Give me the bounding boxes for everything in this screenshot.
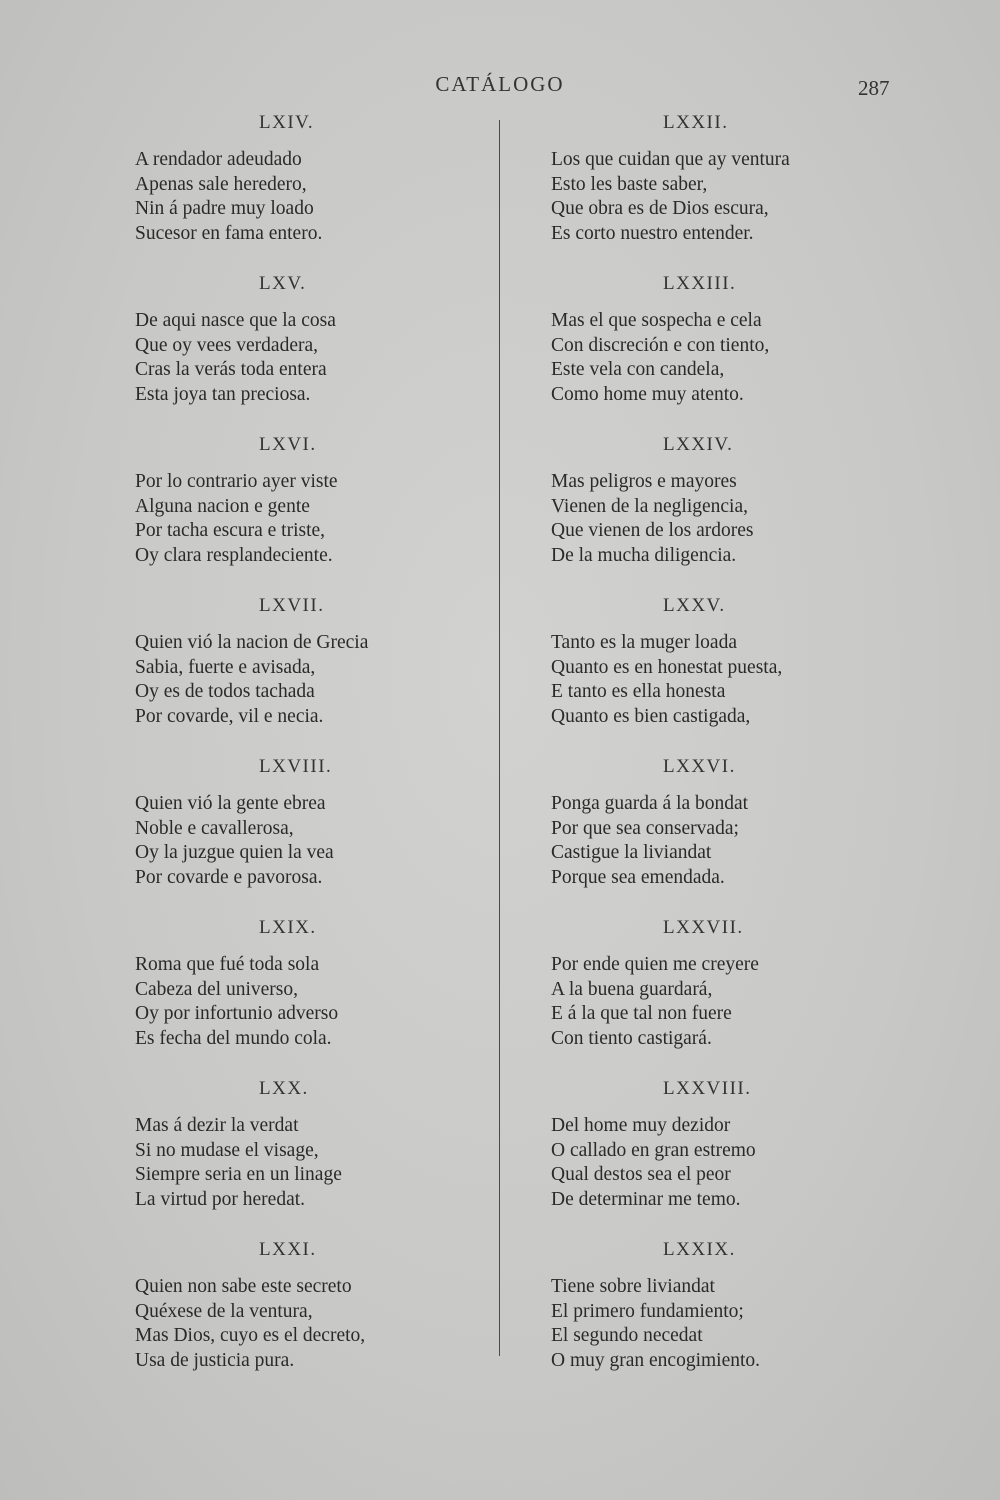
verse-line: Tanto es la muger loada	[551, 632, 737, 653]
verse-line: E tanto es ella honesta	[551, 681, 726, 702]
stanza	[135, 593, 480, 754]
verse-line: Los que cuidan que ay ventura	[551, 149, 790, 170]
verse-line: Mas Dios, cuyo es el decreto,	[135, 1325, 366, 1346]
stanza	[135, 110, 480, 271]
stanza-numeral: LXVIII.	[259, 756, 333, 777]
stanza-numeral: LXX.	[259, 1078, 309, 1099]
verse-line: Por que sea conservada;	[551, 817, 739, 839]
verse-line: Porque sea emendada.	[551, 866, 725, 888]
stanza	[135, 1237, 480, 1398]
verse-line: Ponga guarda á la bondat	[551, 793, 749, 814]
verse-line: Que vienen de los ardores	[551, 520, 754, 541]
verse-line: Quanto es bien castigada,	[551, 705, 751, 727]
verse-line: Tiene sobre liviandat	[551, 1276, 715, 1297]
column-divider	[499, 120, 500, 1356]
verse-line: E á la que tal non fuere	[551, 1003, 732, 1024]
verse-line: A rendador adeudado	[135, 149, 302, 170]
verse-line: Quanto es en honestat puesta,	[551, 656, 783, 678]
left-column	[135, 110, 480, 1398]
verse-line: Con tiento castigará.	[551, 1027, 712, 1049]
stanza	[551, 110, 881, 271]
verse-line: El segundo necedat	[551, 1325, 703, 1346]
stanza-numeral: LXXVIII.	[663, 1078, 752, 1099]
verse-line: Vienen de la negligencia,	[551, 495, 748, 517]
verse-line: O callado en gran estremo	[551, 1139, 756, 1161]
verse-line: De la mucha diligencia.	[551, 544, 737, 566]
verse-line: Roma que fué toda sola	[135, 954, 320, 975]
verse-line: La virtud por heredat.	[135, 1188, 306, 1210]
stanza	[135, 915, 480, 1076]
stanza	[551, 1237, 881, 1398]
stanza	[551, 593, 881, 754]
running-head: CATÁLOGO	[435, 72, 565, 96]
verse-line: Que obra es de Dios escura,	[551, 198, 769, 219]
verse-line: Este vela con candela,	[551, 359, 725, 380]
verse-line: Del home muy dezidor	[551, 1115, 731, 1136]
verse-line: Alguna nacion e gente	[135, 495, 310, 517]
verse-line: Oy la juzgue quien la vea	[135, 842, 334, 863]
verse-line: Por covarde e pavorosa.	[135, 866, 323, 888]
stanza	[551, 432, 881, 593]
verse-line: Quien vió la gente ebrea	[135, 793, 326, 814]
stanza-numeral: LXXVI.	[663, 756, 736, 777]
verse-line: Esto les baste saber,	[551, 173, 708, 195]
verse-line: Mas peligros e mayores	[551, 471, 737, 492]
stanza	[135, 432, 480, 593]
verse-line: Es fecha del mundo cola.	[135, 1027, 332, 1049]
stanza-numeral: LXXVII.	[663, 917, 744, 938]
verse-line: Cabeza del universo,	[135, 978, 298, 1000]
verse-line: Si no mudase el visage,	[135, 1139, 319, 1161]
verse-line: De aqui nasce que la cosa	[135, 310, 336, 331]
verse-line: El primero fundamiento;	[551, 1300, 744, 1322]
stanza-numeral: LXXII.	[663, 112, 729, 133]
verse-line: Mas á dezir la verdat	[135, 1115, 299, 1136]
verse-line: Quéxese de la ventura,	[135, 1300, 313, 1322]
verse-line: Siempre seria en un linage	[135, 1164, 342, 1185]
verse-line: Qual destos sea el peor	[551, 1164, 731, 1185]
verse-line: Con discreción e con tiento,	[551, 334, 770, 356]
stanza-numeral: LXIV.	[259, 112, 315, 133]
verse-line: Como home muy atento.	[551, 383, 744, 405]
verse-line: Sucesor en fama entero.	[135, 222, 323, 244]
verse-line: Por tacha escura e triste,	[135, 520, 326, 541]
verse-line: De determinar me temo.	[551, 1188, 741, 1210]
verse-line: Sabia, fuerte e avisada,	[135, 656, 316, 678]
stanza	[135, 1076, 480, 1237]
right-column	[551, 110, 881, 1398]
verse-line: Cras la verás toda entera	[135, 359, 327, 380]
stanza	[551, 1076, 881, 1237]
verse-line: Mas el que sospecha e cela	[551, 310, 762, 331]
verse-line: Oy es de todos tachada	[135, 681, 315, 702]
verse-line: Por ende quien me creyere	[551, 954, 759, 975]
stanza-numeral: LXXIX.	[663, 1239, 736, 1260]
verse-line: Esta joya tan preciosa.	[135, 383, 311, 405]
stanza	[551, 754, 881, 915]
stanza-numeral: LXVI.	[259, 434, 317, 455]
stanza-numeral: LXXV.	[663, 595, 726, 616]
verse-line: Apenas sale heredero,	[135, 173, 307, 195]
verse-line: Castigue la liviandat	[551, 842, 712, 863]
stanza-numeral: LXIX.	[259, 917, 317, 938]
stanza	[135, 271, 480, 432]
verse-line: O muy gran encogimiento.	[551, 1349, 761, 1371]
verse-line: Es corto nuestro entender.	[551, 222, 754, 244]
verse-line: Quien vió la nacion de Grecia	[135, 632, 369, 653]
verse-line: Por covarde, vil e necia.	[135, 705, 324, 727]
stanza	[135, 754, 480, 915]
stanza-numeral: LXXI.	[259, 1239, 317, 1260]
verse-line: Quien non sabe este secreto	[135, 1276, 352, 1297]
stanza	[551, 271, 881, 432]
page-number: 287	[858, 76, 890, 100]
stanza-numeral: LXXIV.	[663, 434, 734, 455]
verse-line: Oy clara resplandeciente.	[135, 544, 333, 566]
verse-line: Oy por infortunio adverso	[135, 1003, 339, 1024]
verse-line: Por lo contrario ayer viste	[135, 471, 338, 492]
verse-line: Que oy vees verdadera,	[135, 334, 318, 356]
stanza-numeral: LXV.	[259, 273, 307, 294]
verse-line: Usa de justicia pura.	[135, 1349, 295, 1371]
verse-line: Noble e cavallerosa,	[135, 817, 294, 839]
stanza-numeral: LXXIII.	[663, 273, 737, 294]
stanza	[551, 915, 881, 1076]
stanza-numeral: LXVII.	[259, 595, 325, 616]
verse-line: A la buena guardará,	[551, 978, 713, 1000]
verse-line: Nin á padre muy loado	[135, 198, 314, 219]
